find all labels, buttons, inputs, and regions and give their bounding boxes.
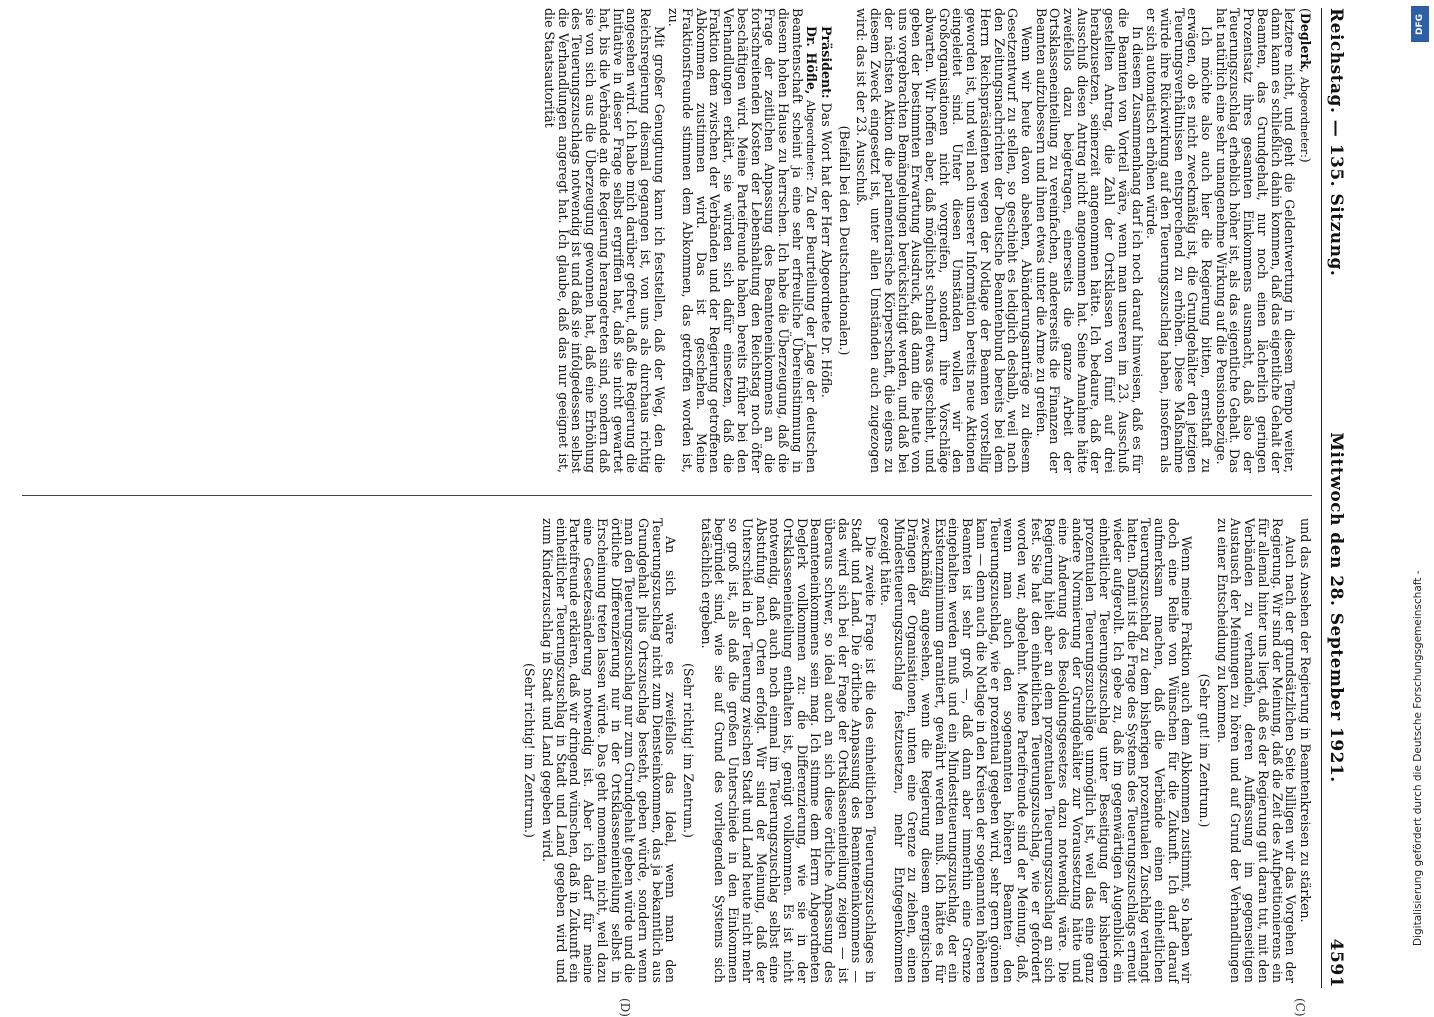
paragraph: In diesem Zusammenhang darf ich noch darauf hinweisen, daß es für die Beamten von Vorteil wäre, wenn man unseren im 23. Ausschuß gestellten Antrag, die Zahl der Ortsklassen von fünf auf drei herabzusetzen, seinerzeit angenommen hätte. Ich bedaure, daß der Ausschuß diesen Antrag nicht angenommen hat. Seine Annahme hätte zweifellos dazu beigetragen, einerseits die ganze Arbeit der Ortsklasseneinteilung zu vereinfachen, andererseits die Finanzen der Beamten aufzubessern und ihnen etwas unter die Arme zu greifen.: [1033, 8, 1145, 473]
column-divider: [22, 495, 1312, 496]
president-label: Präsident:: [819, 26, 835, 99]
paragraph: letztere nicht, und geht die Geldentwertung in diesem Tempo weiter, dann kann es schließlich dahin kommen, daß das eigentliche Gehalt der Beamten, das Grundgehalt, nur noch einen lächerlich geringen Prozentsatz ihres gesamten Einkommens ausmacht, daß also der Teuerungszuschlag erheblich höher ist, als das eigentliche Gehalt. Das hat natürlich eine sehr unangenehme Wirkung auf die Pensionsbezüge.: [1213, 8, 1298, 473]
speaker-role: Abgeordneter:: [1298, 76, 1311, 158]
page-number: 4591: [1326, 938, 1346, 988]
right-column: [519, 518, 1312, 983]
applause-note: (Sehr richtig! im Zentrum.): [522, 663, 538, 838]
president-line: [819, 8, 833, 473]
digitization-credit: Digitalisierung gefördert durch die Deutsche Forschungsgemeinschaft -: [1412, 570, 1424, 946]
margin-marker-d: (D): [618, 998, 632, 1017]
paragraph: Die zweite Frage ist die des einheitlichen Teuerungszuschlages in Stadt und Land. Die örtliche Anpassung des Beamteneinkommens — das wird sich bei der Frage der Ortsklasseneinteilung zeigen — ist überaus schwer, so ideal auch an sich diese örtliche Anpassung des Beamteneinkommens sein mag. Ich stimme dem Herrn Abgeordneten Deglerk vollkommen zu: die Differenzierung, wie sie in der Ortsklasseneinteilung enthalten ist, genügt vollkommen. Es ist nicht notwendig, daß auch noch einmal im Teuerungszuschlag selbst eine Abstufung nach Orten erfolgt. Wir sind der Meinung, daß der Unterschied in der Teuerung zwischen Stadt und Land heute nicht mehr so groß ist, als daß die großen Unterschiede in den Einkommen begründet sind, wie sie auf Grund des vorliegenden Systems sich tatsächlich ergeben.: [698, 518, 879, 983]
speaker2-name: Dr. Höfle,: [804, 26, 820, 95]
paragraph: Wenn meine Fraktion auch dem Abkommen zustimmt, so haben wir doch eine Reihe von Wünschen für die Zukunft. Ich darf darauf aufmerksam machen, daß die Verbände einen einheitlichen Teuerungszuschlag zu dem bisherigen prozentualen Zuschlag verlangt hatten. Damit ist die Frage des Systems des Teuerungszuschlags erneut wieder aufgerollt. Ich gebe zu, daß im gegenwärtigen Augenblick ein einheitlicher Teuerungszuschlag unter Beseitigung der bisherigen prozentualen Teuerungszuschläge unmöglich ist, weil das eine ganz andere Normierung der Grundgehälter zur Voraussetzung hätte und eine Änderung des Besoldungsgesetzes dazu notwendig wäre. Die Regierung hielt aber an dem prozentualen Teuerungszuschlag an sich fest. Sie hat den einheitlichen Teuerungszuschlag, wie er gefordert worden war, abgelehnt. Meine Parteifreunde sind der Meinung, daß, wenn man auch den sogenannten höheren Beamten den Teuerungszuschlag, wie er prozentual gegeben wird, sehr gern gönnen kann — denn auch die Notlage in den Kreisen der sogenannten höheren Beamten ist sehr groß —, daß dann aber immerhin eine Grenze eingehalten werden muß und ein Mindestteuerungszuschlag, der ein Existenzminimum garantiert, gewährt werden muß. Ich hätte es für zweckmäßig angesehen, wenn die Regierung diesem energischen Drängen der Organisationen, unten eine Grenze zu ziehen, einen Mindestteuerungszuschlag festzusetzen, mehr Entgegenkommen gezeigt hätte.: [877, 518, 1195, 983]
page-header: [1321, 8, 1352, 988]
digitization-sidebar: [1410, 6, 1430, 986]
applause-note: (Beifall bei den Deutschnationalen.): [836, 125, 852, 356]
applause-note: (Sehr gut! im Zentrum.): [1197, 673, 1213, 828]
left-column: [541, 8, 1312, 473]
header-session: Reichstag. — 135. Sitzung.: [1326, 8, 1346, 277]
president-text: Das Wort hat der Herr Abgeordnete Dr. Höfle.: [819, 102, 835, 398]
rotated-document-page: [7, 8, 1352, 1017]
paragraph: Auch nach der grundsätzlichen Seite billigen wir das Vorgehen der Regierung. Wir sind der Meinung, daß die Zeit des Aufpetitionierens ein für allemal hinter uns liegt, daß es der Regierung gut daran tut, mit den Verbänden zu verhandeln, deren Auffassung im gegenseitigen Austausch der Meinungen zu hören und auf Grund der Verhandlungen zu einer Entscheidung zu kommen.: [1214, 518, 1299, 983]
header-date: Mittwoch den 28. September 1921.: [1326, 432, 1346, 783]
speaker2-role: Abgeordneter:: [804, 99, 818, 181]
speaker-name: Deglerk: [1298, 12, 1313, 69]
paragraph: Wenn wir heute davon absehen, Abänderungsanträge zu diesem Gesetzentwurf zu stellen, so geschieht es lediglich deshalb, weil nach den Zeitungsnachrichten der Deutsche Beamtenbund bereits bei dem Herrn Reichspräsidenten wegen der Notlage der Beamten vorstellig geworden ist, und weil nach unserer Information bereits neue Aktionen eingeleitet sind. Unter diesen Umständen wollen wir den Großorganisationen nicht vorgreifen, sondern ihre Vorschläge abwarten. Wir hoffen aber, daß möglichst schnell etwas geschieht, und geben der bestimmten Erwartung Ausdruck, daß dann die heute von uns vorgebrachten Bemängelungen berücksichtigt werden, und daß bei der nächsten Aktion die parlamentarische Körperschaft, die eigens zu diesem Zweck eingesetzt ist, unter allen Umständen auch zugezogen wird: das ist der 23. Ausschuß.: [854, 8, 1034, 473]
paragraph: Mit großer Genugtuung kann ich feststellen, daß der Weg, den die Reichsregierung diesmal gegangen ist, von uns als durchaus richtig angesehen wird. Ich habe mich darüber gefreut, daß die Regierung die Initiative in dieser Frage selbst ergriffen hat, daß sie nicht gewartet hat, bis die Verbände an die Regierung herangetreten sind, sondern daß sie von sich aus die Überzeugung gewonnen hat, daß eine Erhöhung des Teuerungszuschlags notwendig ist und daß sie infolgedessen selbst die Verhandlungen angeregt hat. Ich glaube, daß das nur geeignet ist, die Staatsautorität: [542, 8, 667, 473]
speaker-line: (Deglerk, Abgeordneter:): [1298, 8, 1313, 163]
paragraph: An sich wäre es zweifellos das Ideal, wenn man den Teuerungszuschlag nicht zum Diensteinkommen, das ja bekanntlich aus Grundgehalt plus Ortszuschlag besteht, geben würde, sondern wenn man den Teuerungszuschlag nur zum Grundgehalt geben würde und die örtliche Differenzierung nur in der Ortsklasseneinteilung selbst in Erscheinung treten lassen würde. Das geht momentan nicht, weil dazu eine Gesetzesänderung notwendig ist. Aber ich darf für meine Parteifreunde erklären, daß wir dringend wünschen, daß in Zukunft ein einheitlicher Teuerungszuschlag in Stadt und Land gegeben wird und zum Kinderzuschlag in Stadt und Land gegeben wird.: [540, 518, 679, 983]
margin-marker-c: (C): [1293, 998, 1307, 1017]
paragraph: und das Ansehen der Regierung in Beamtenkreisen zu stärken.: [1298, 518, 1313, 923]
dfg-logo: DFG: [1411, 6, 1429, 42]
applause-note: (Sehr richtig! im Zentrum.): [681, 663, 697, 838]
paragraph: Ich möchte also auch hier die Regierung bitten, ernsthaft zu erwägen, ob es nicht zweckmäßig ist, die Grundgehälter den jetzigen Teuerungsverhältnissen entsprechend zu erhöhen. Diese Maßnahme würde ihre Rückwirkung auf den Teuerungszuschlag haben, insofern als er sich automatisch erhöhen würde.: [1144, 8, 1215, 473]
paragraph-text: Zu der Beurteilung der Lage der deutschen Beamtenschaft scheint ja eine sehr erfreuliche Übereinstimmung in diesem hohen Hause zu herrschen. Ich habe die Überzeugung, daß die Frage der zeitlichen Anpassung des Beamteneinkommens an die fortschreitenden Kosten der Lebenshaltung den Reichstag noch öfter beschäftigen wird. Meine Parteifreunde haben bereits früher bei den Verhandlungen erklärt, sie würden sich dafür einsetzen, daß die Fraktion dem zwischen der Verbänden und der Regierung getroffenen Abkommen zustimmen wird. Das ist geschehen. Meine Fraktionsfreunde stimmen dem Abkommen, das getroffen worden ist, zu.: [666, 8, 820, 473]
paragraph: [667, 8, 819, 473]
